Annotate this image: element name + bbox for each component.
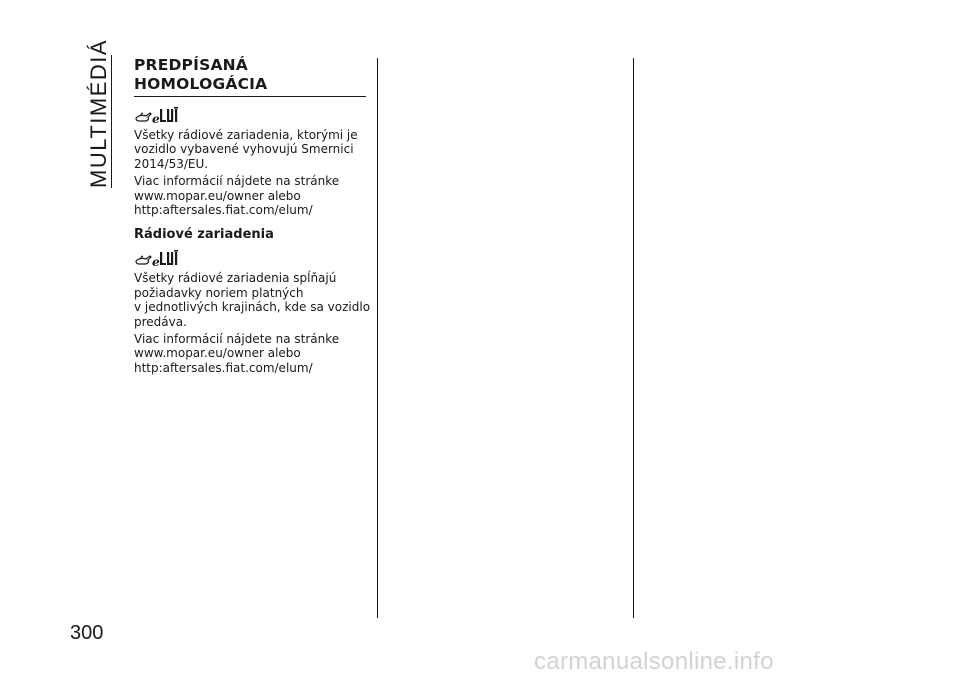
text-line: Viac informácií nájdete na stránke: [134, 332, 340, 347]
heading-line-2: HOMOLOGÁCIA: [134, 75, 268, 93]
text-line: www.mopar.eu/owner alebo: [134, 346, 301, 361]
svg-text:e: e: [152, 112, 160, 125]
manual-language-icon: [134, 105, 180, 125]
side-section-title: MULTIMÉDIÁ: [86, 38, 111, 188]
column-divider-1: [377, 58, 378, 618]
manual-language-icon: [134, 248, 180, 268]
content-column: [134, 56, 371, 378]
text-line: Všetky rádiové zariadenia spĺňajú: [134, 271, 337, 286]
text-line: http:aftersales.fiat.com/elum/: [134, 360, 313, 375]
watermark: carmanualsonline.info: [534, 648, 774, 675]
section-heading: [134, 56, 366, 97]
text-line: 2014/53/EU.: [134, 156, 209, 171]
text-line: Všetky rádiové zariadenia, ktorými je: [134, 128, 358, 142]
body-paragraph: [134, 271, 371, 329]
text-line: predáva.: [134, 314, 187, 329]
info-paragraph-1: [134, 174, 366, 217]
page-number: 300: [70, 622, 104, 644]
info-paragraph-2: [134, 332, 366, 375]
text-line: v jednotlivých krajinách, kde sa vozidlo: [134, 300, 371, 315]
column-divider-2: [633, 58, 634, 618]
text-line: Viac informácií nájdete na stránke: [134, 174, 340, 189]
svg-text:e: e: [152, 255, 160, 269]
text-line: http:aftersales.fiat.com/elum/: [134, 203, 313, 218]
heading-line-1: PREDPÍSANÁ: [134, 56, 249, 74]
text-line: požiadavky noriem platných: [134, 285, 304, 300]
text-line: www.mopar.eu/owner alebo: [134, 188, 301, 203]
intro-paragraph: [134, 128, 366, 171]
subsection-heading: Rádiové zariadenia: [134, 227, 274, 243]
text-line: vozidlo vybavené vyhovujú Smernici: [134, 142, 354, 157]
side-rule: [111, 55, 112, 188]
